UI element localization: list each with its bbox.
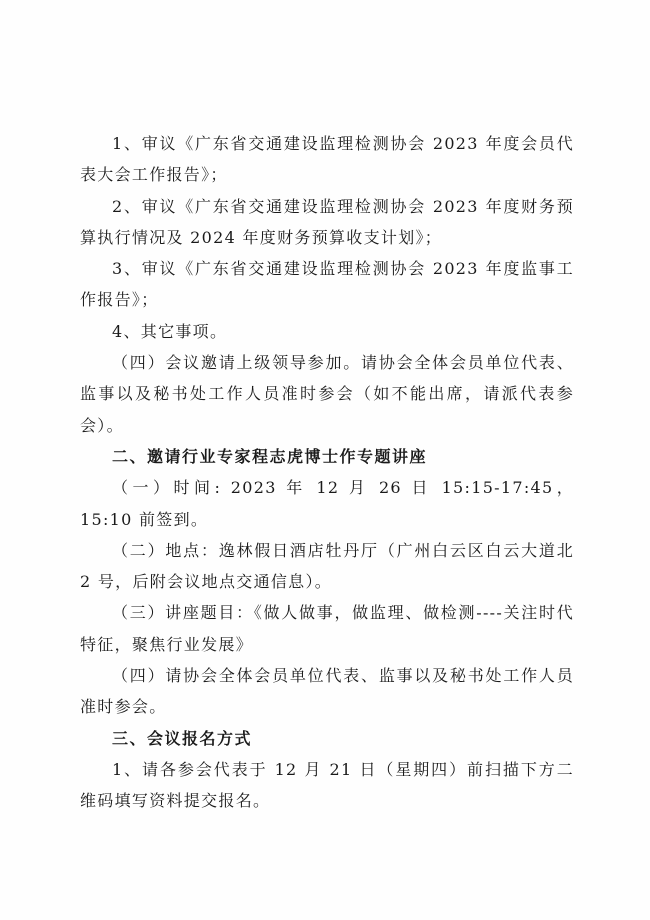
registration-paragraph: 1、请各参会代表于 12 月 21 日（星期四）前扫描下方二维码填写资料提交报名。 [80,759,574,811]
document-body [80,128,574,817]
agenda-item-2: 2、审议《广东省交通建设监理检测协会 2023 年度财务预算执行情况及 2024 年度财务预算收支计划》； [80,196,574,247]
lecture-attendees-paragraph: （四）请协会全体会员单位代表、监事以及秘书处工作人员准时参会。 [80,666,574,717]
agenda-item-3: 3、审议《广东省交通建设监理检测协会 2023 年度监事工作报告》； [80,259,574,310]
lecture-location-paragraph: （二）地点：逸林假日酒店牡丹厅（广州白云区白云大道北 2 号，后附会议地点交通信息）。 [80,540,574,592]
invite-leaders-paragraph: （四）会议邀请上级领导参加。请协会全体会员单位代表、监事以及秘书处工作人员准时参会（如不能出席，请派代表参会）。 [80,353,574,435]
lecture-time-paragraph: （一）时间: 2023 年 12 月 26 日 15:15-17:45，15:10 前签到。 [80,478,574,529]
lecture-topic-paragraph: （三）讲座题目：《做人做事，做监理、做检测----关注时代特征，聚焦行业发展》 [80,603,574,654]
agenda-item-4: 4、其它事项。 [112,321,228,341]
section-3-heading: 三、会议报名方式 [112,728,253,748]
section-2-heading: 二、邀请行业专家程志虎博士作专题讲座 [112,446,428,466]
agenda-item-1: 1、审议《广东省交通建设监理检测协会 2023 年度会员代表大会工作报告》； [80,134,574,185]
